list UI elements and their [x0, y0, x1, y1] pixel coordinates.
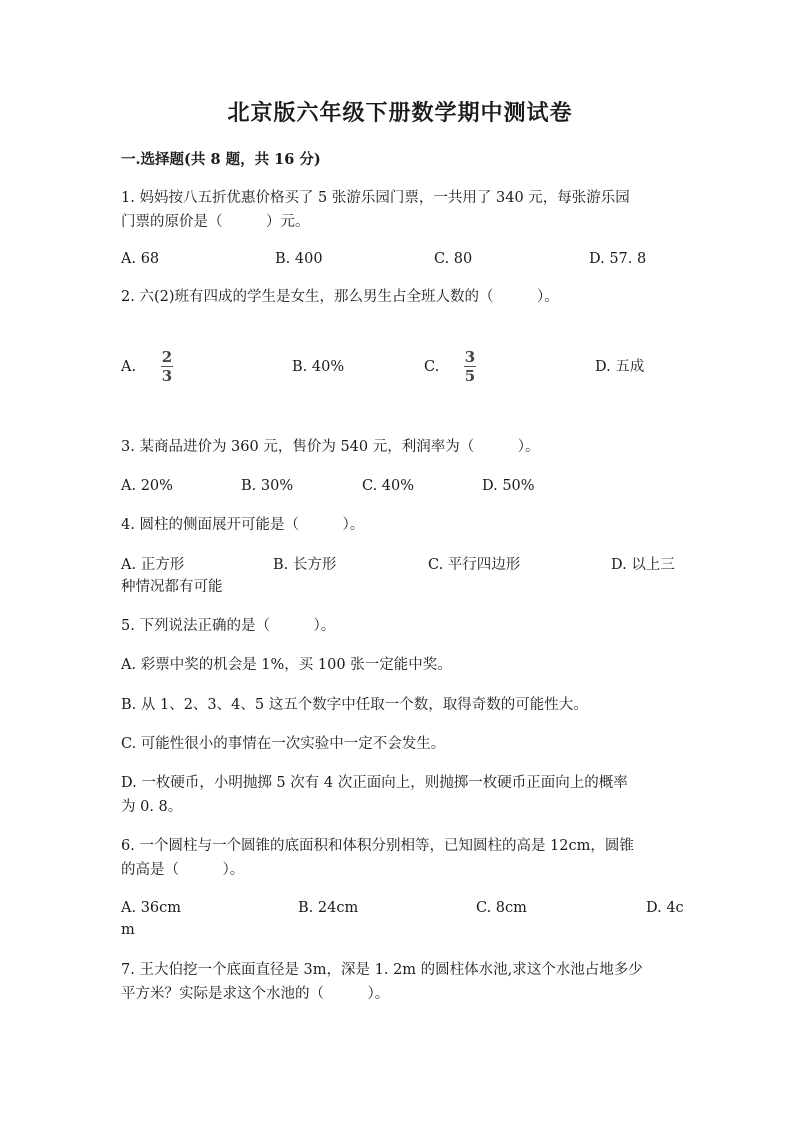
question-6-option-a[interactable]: A. 36cm [121, 900, 182, 916]
question-6-line-1: 6. 一个圆柱与一个圆锥的底面积和体积分别相等，已知圆柱的高是 12cm，圆锥 [121, 838, 634, 854]
question-4-option-b[interactable]: B. 长方形 [273, 557, 337, 573]
question-2 [121, 285, 681, 309]
question-3 [121, 435, 681, 459]
question-4-option-d[interactable]: D. 以上三 [611, 557, 675, 573]
question-3-option-d[interactable]: D. 50% [482, 478, 535, 494]
fraction-denominator: 3 [161, 367, 173, 385]
question-4-option-d-wrap: 种情况都有可能 [121, 579, 223, 595]
question-5-option-d[interactable] [121, 771, 681, 819]
question-2-line-1: 2. 六(2)班有四成的学生是女生，那么男生占全班人数的（ ）。 [121, 289, 559, 305]
question-7-line-2: 平方米？实际是求这个水池的（ ）。 [121, 986, 390, 1002]
question-6-option-c[interactable]: C. 8cm [476, 900, 527, 916]
question-6-line-2: 的高是（ ）。 [121, 862, 245, 878]
question-5-option-d-line-1: D. 一枚硬币，小明抛掷 5 次有 4 次正面向上，则抛掷一枚硬币正面向上的概率 [121, 775, 628, 791]
question-3-line-1: 3. 某商品进价为 360 元，售价为 540 元，利润率为（ ）。 [121, 439, 540, 455]
question-2-option-b[interactable]: B. 40% [292, 359, 345, 375]
question-3-option-a[interactable]: A. 20% [121, 478, 173, 494]
question-5-option-a[interactable]: A. 彩票中奖的机会是 1%，买 100 张一定能中奖。 [121, 657, 452, 673]
question-4-option-c[interactable]: C. 平行四边形 [428, 557, 521, 573]
question-2-option-c-fraction [464, 350, 476, 384]
question-1-option-c[interactable]: C. 80 [434, 251, 473, 267]
question-2-option-a[interactable]: A. [121, 359, 137, 375]
question-6-option-d[interactable]: D. 4c [646, 900, 684, 916]
fraction-denominator: 5 [464, 367, 476, 385]
question-5-option-b[interactable]: B. 从 1、2、3、4、5 这五个数字中任取一个数，取得奇数的可能性大。 [121, 697, 588, 713]
question-4-option-a[interactable]: A. 正方形 [121, 557, 185, 573]
fraction-numerator: 2 [161, 348, 173, 366]
page-title: 北京版六年级下册数学期中测试卷 [227, 100, 573, 126]
question-7-line-1: 7. 王大伯挖一个底面直径是 3m，深是 1. 2m 的圆柱体水池,求这个水池占地多少 [121, 962, 643, 978]
question-2-option-c[interactable]: C. [424, 359, 440, 375]
question-1-option-a[interactable]: A. 68 [121, 251, 160, 267]
question-6-option-b[interactable]: B. 24cm [298, 900, 359, 916]
question-5-option-d-line-2: 为 0. 8。 [121, 799, 183, 815]
question-3-option-b[interactable]: B. 30% [241, 478, 294, 494]
question-2-option-a-fraction [161, 350, 173, 384]
question-4-line-1: 4. 圆柱的侧面展开可能是（ ）。 [121, 517, 365, 533]
question-1-option-d[interactable]: D. 57. 8 [589, 251, 647, 267]
question-5 [121, 614, 681, 638]
question-7 [121, 958, 681, 1006]
fraction-numerator: 3 [464, 348, 476, 366]
question-4 [121, 513, 681, 537]
question-1-line-1: 1. 妈妈按八五折优惠价格买了 5 张游乐园门票，一共用了 340 元，每张游乐园 [121, 190, 630, 206]
question-1 [121, 186, 681, 234]
question-3-option-c[interactable]: C. 40% [362, 478, 415, 494]
question-1-line-2: 门票的原价是（ ）元。 [121, 214, 310, 230]
question-2-option-d[interactable]: D. 五成 [595, 359, 645, 375]
question-5-option-c[interactable]: C. 可能性很小的事情在一次实验中一定不会发生。 [121, 736, 446, 752]
section-heading: 一.选择题(共 8 题，共 16 分) [121, 151, 321, 168]
question-1-option-b[interactable]: B. 400 [275, 251, 323, 267]
question-6 [121, 834, 681, 882]
question-5-line-1: 5. 下列说法正确的是（ ）。 [121, 618, 336, 634]
question-6-option-d-wrap: m [121, 922, 135, 938]
